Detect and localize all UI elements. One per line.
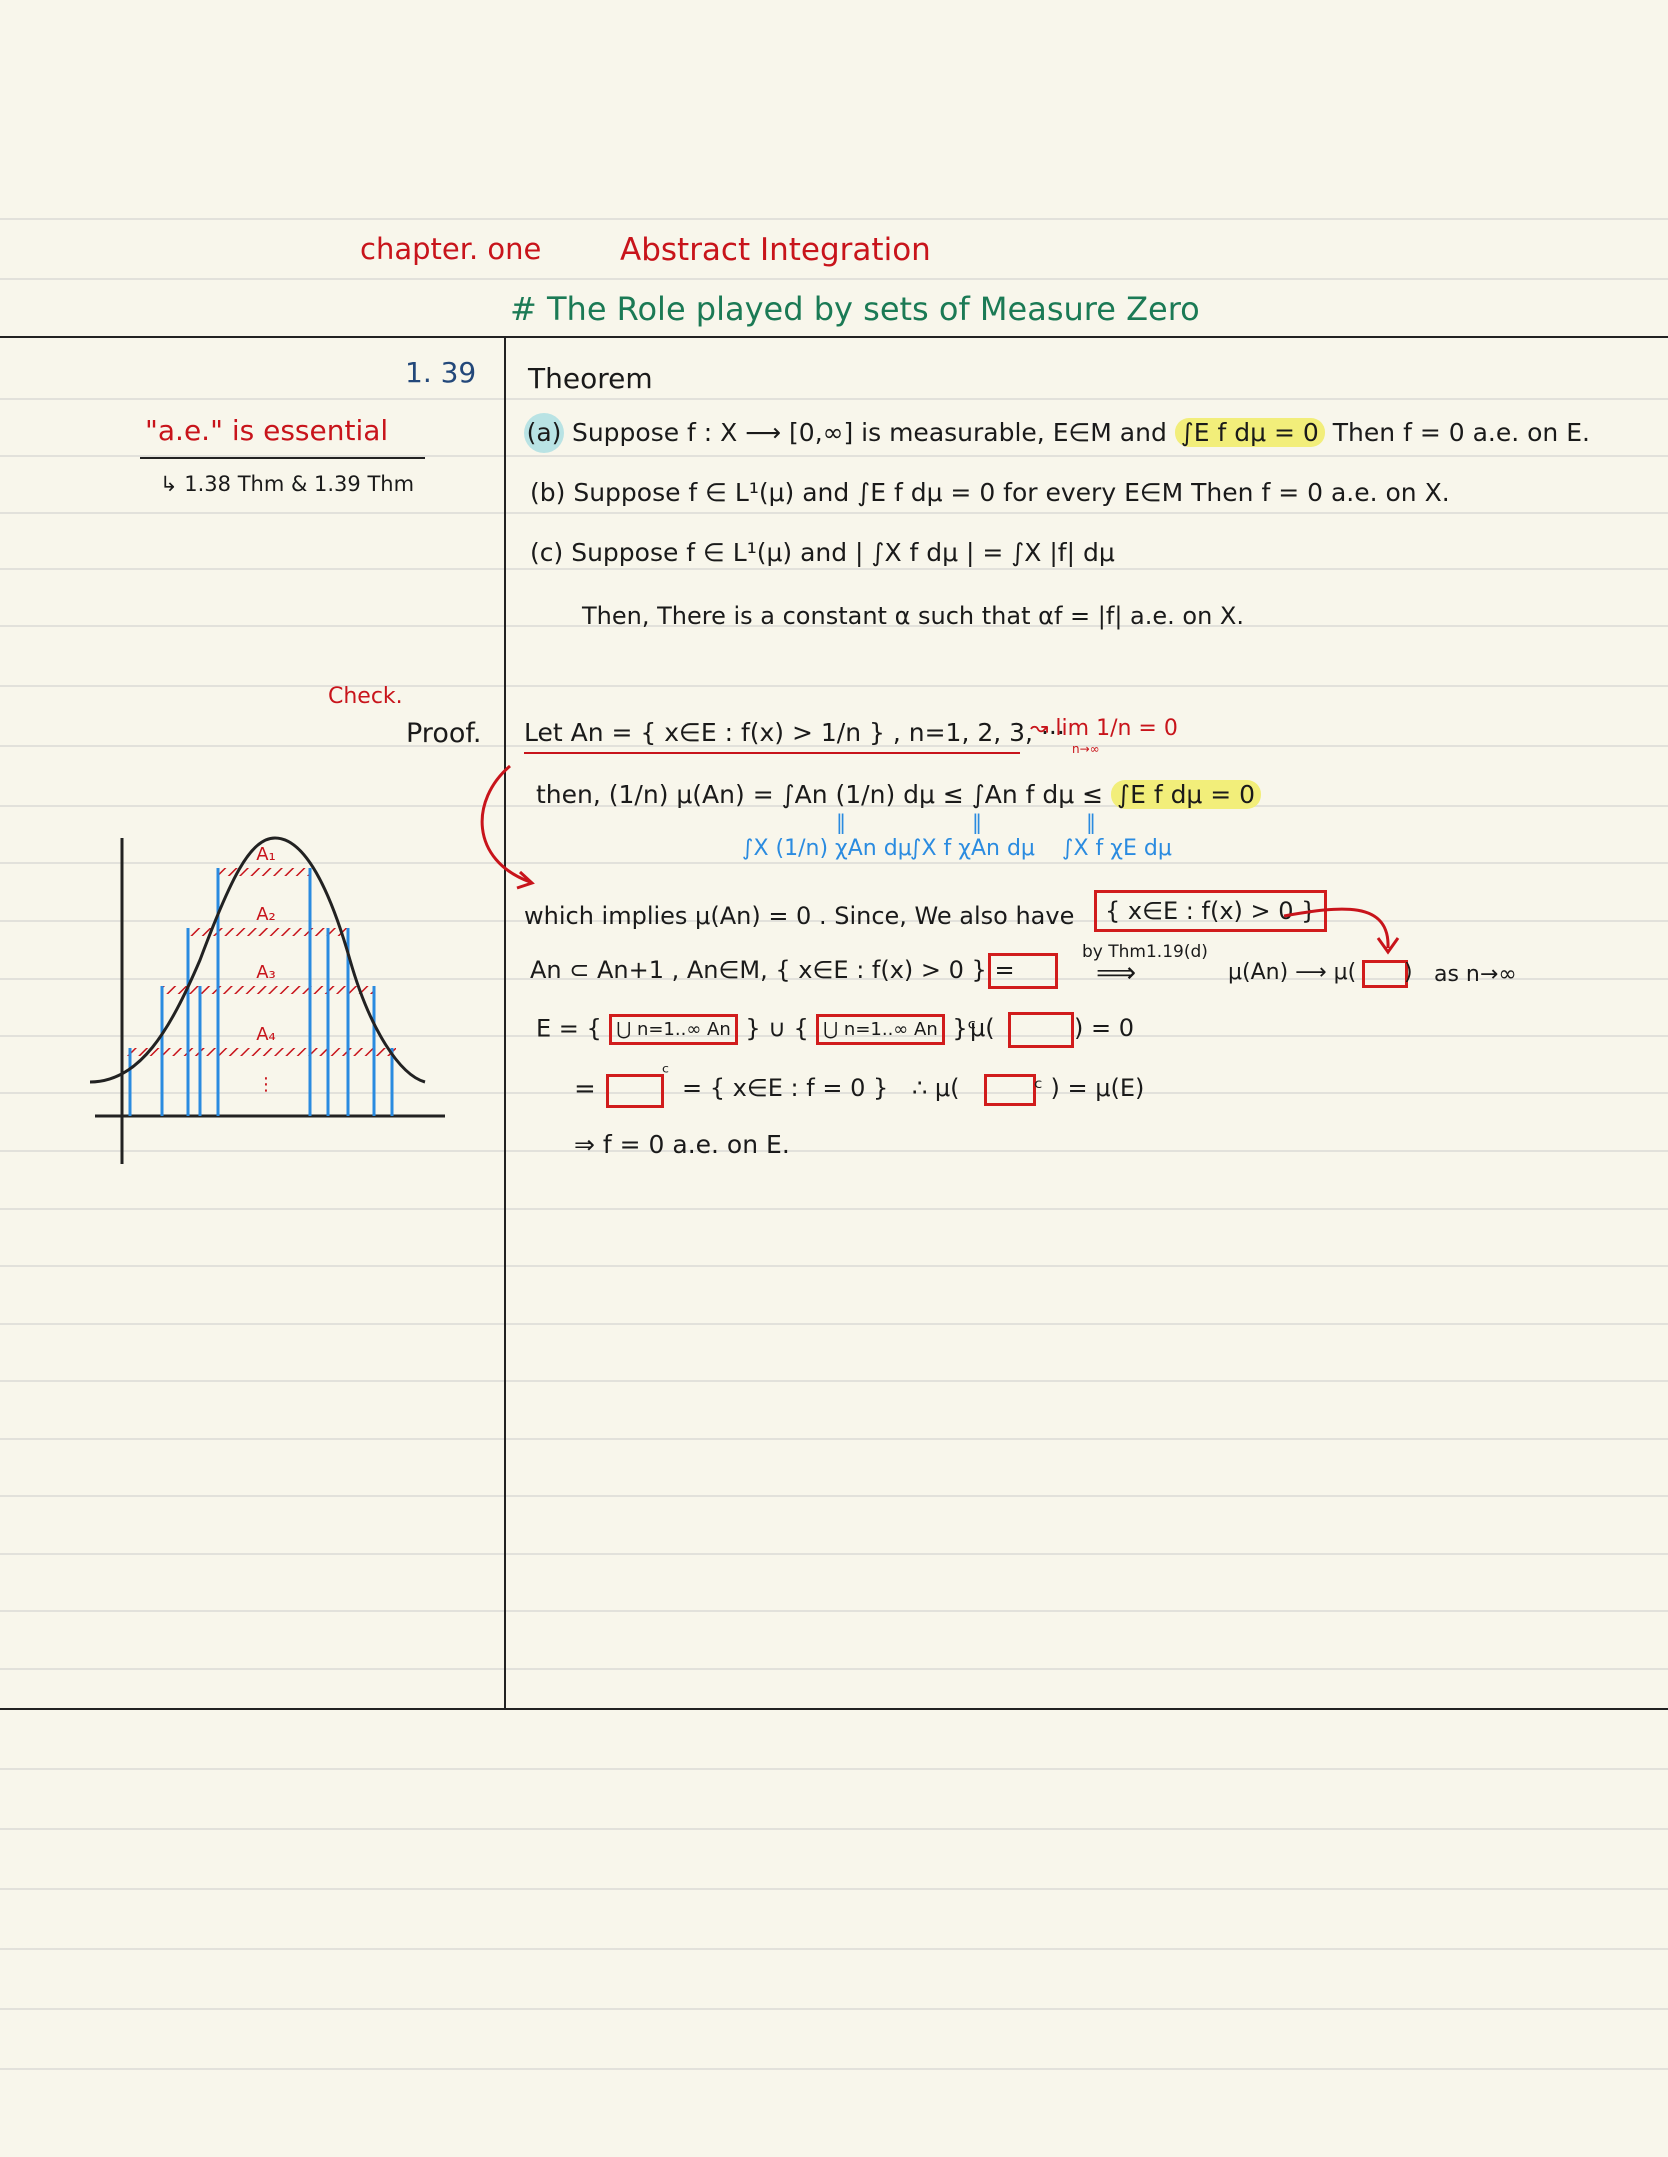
theorem-part-c: (c) Suppose f ∈ L¹(μ) and | ∫X f dμ | = ∫X |f| dμ bbox=[530, 538, 1115, 567]
label-a4: A₄ bbox=[256, 1024, 276, 1045]
blank-box-5 bbox=[984, 1074, 1036, 1106]
chapter-label: chapter. one bbox=[360, 232, 542, 266]
equal-mark-3: ‖ bbox=[1086, 810, 1096, 834]
check-note: Check. bbox=[328, 684, 403, 709]
band-a4 bbox=[126, 1048, 396, 1056]
union-box-2: ⋃ n=1..∞ An bbox=[816, 1014, 944, 1045]
proof-line-1: Let An = { x∈E : f(x) > 1/n } , n=1, 2, 3, ··· bbox=[524, 718, 1065, 747]
proof-conclusion: ⇒ f = 0 a.e. on E. bbox=[574, 1130, 790, 1159]
limit-statement: μ(An) ⟶ μ( bbox=[1228, 960, 1357, 985]
chapter-topic: Abstract Integration bbox=[620, 232, 931, 268]
part-a-highlight: ∫E f dμ = 0 bbox=[1175, 418, 1325, 447]
measure-zero-end: ) = 0 bbox=[1074, 1014, 1134, 1042]
proof-line-1-underline bbox=[524, 752, 1020, 754]
proof-line-2 bbox=[536, 780, 1261, 809]
blue-integral-2: ∫X f χAn dμ bbox=[910, 836, 1035, 861]
theorem-part-a bbox=[524, 413, 1590, 453]
proof-line-4: An ⊂ An+1 , An∈M, { x∈E : f(x) > 0 } = bbox=[530, 956, 1015, 984]
label-a1: A₁ bbox=[256, 844, 276, 865]
positive-set-text: { x∈E : f(x) > 0 } bbox=[1105, 897, 1317, 925]
blank-box-3 bbox=[1008, 1012, 1074, 1048]
limit-subscript: n→∞ bbox=[1072, 742, 1100, 756]
proof-line-3: which implies μ(An) = 0 . Since, We also have bbox=[524, 902, 1075, 930]
union-mid: } ∪ { bbox=[745, 1014, 809, 1043]
ae-reference: ↳ 1.38 Thm & 1.39 Thm bbox=[160, 472, 415, 496]
limit-note: ↝ lim 1/n = 0 bbox=[1030, 716, 1178, 741]
theorem-citation: by Thm1.19(d) bbox=[1082, 942, 1208, 962]
ae-note: "a.e." is essential bbox=[145, 414, 389, 447]
equal-mark-1: ‖ bbox=[836, 810, 846, 834]
proof-line-6-start: = bbox=[574, 1074, 596, 1104]
proof-line-5 bbox=[536, 1014, 977, 1045]
union-end: }ᶜ bbox=[952, 1014, 977, 1043]
proof-line-2-text: then, (1/n) μ(An) = ∫An (1/n) dμ ≤ ∫An f dμ ≤ bbox=[536, 780, 1104, 809]
union-start: E = { bbox=[536, 1014, 602, 1043]
proof-line-2-highlight: ∫E f dμ = 0 bbox=[1111, 780, 1261, 809]
margin-divider bbox=[504, 338, 506, 1709]
label-dots: ⋮ bbox=[257, 1074, 275, 1095]
part-a-text: Suppose f : X ⟶ [0,∞] is measurable, E∈M and bbox=[571, 418, 1167, 447]
theorem-part-c-conclusion: Then, There is a constant α such that αf = |f| a.e. on X. bbox=[582, 602, 1244, 630]
ae-note-underline bbox=[140, 457, 425, 459]
band-a3 bbox=[162, 986, 374, 994]
theorem-part-b: (b) Suppose f ∈ L¹(μ) and ∫E f dμ = 0 for every E∈M Then f = 0 a.e. on X. bbox=[530, 478, 1450, 507]
blank-box-2 bbox=[1362, 960, 1408, 988]
blank-box-4 bbox=[606, 1074, 664, 1108]
footer-divider bbox=[0, 1708, 1668, 1710]
measure-zero-start: μ( bbox=[970, 1014, 995, 1042]
proof-line-6: = { x∈E : f = 0 } bbox=[682, 1074, 889, 1102]
blue-integral-3: ∫X f χE dμ bbox=[1062, 836, 1172, 861]
therefore-start: ∴ μ( bbox=[912, 1074, 960, 1102]
label-a2: A₂ bbox=[256, 904, 276, 925]
bell-curve-figure bbox=[80, 820, 460, 1180]
equal-mark-2: ‖ bbox=[972, 810, 982, 834]
limit-close: ) bbox=[1404, 960, 1413, 985]
complement-mark: ᶜ bbox=[662, 1060, 670, 1084]
section-title: # The Role played by sets of Measure Zero bbox=[510, 290, 1200, 328]
theorem-title: Theorem bbox=[528, 362, 653, 395]
citation-arrow: ⟹ bbox=[1096, 956, 1137, 989]
therefore-end: ᶜ ) = μ(E) bbox=[1034, 1074, 1145, 1102]
proof-label: Proof. bbox=[406, 718, 482, 749]
union-box-1: ⋃ n=1..∞ An bbox=[609, 1014, 737, 1045]
band-a1 bbox=[218, 868, 310, 876]
part-a-then: Then f = 0 a.e. on E. bbox=[1332, 418, 1590, 447]
theorem-number: 1. 39 bbox=[405, 356, 477, 389]
header-divider bbox=[0, 336, 1668, 338]
label-a3: A₃ bbox=[256, 962, 276, 983]
part-a-circle: (a) bbox=[524, 413, 564, 453]
blue-integral-1: ∫X (1/n) χAn dμ bbox=[742, 836, 912, 861]
limit-condition: as n→∞ bbox=[1434, 962, 1517, 987]
box-arrow bbox=[1280, 900, 1420, 960]
blank-box-1 bbox=[988, 953, 1058, 989]
